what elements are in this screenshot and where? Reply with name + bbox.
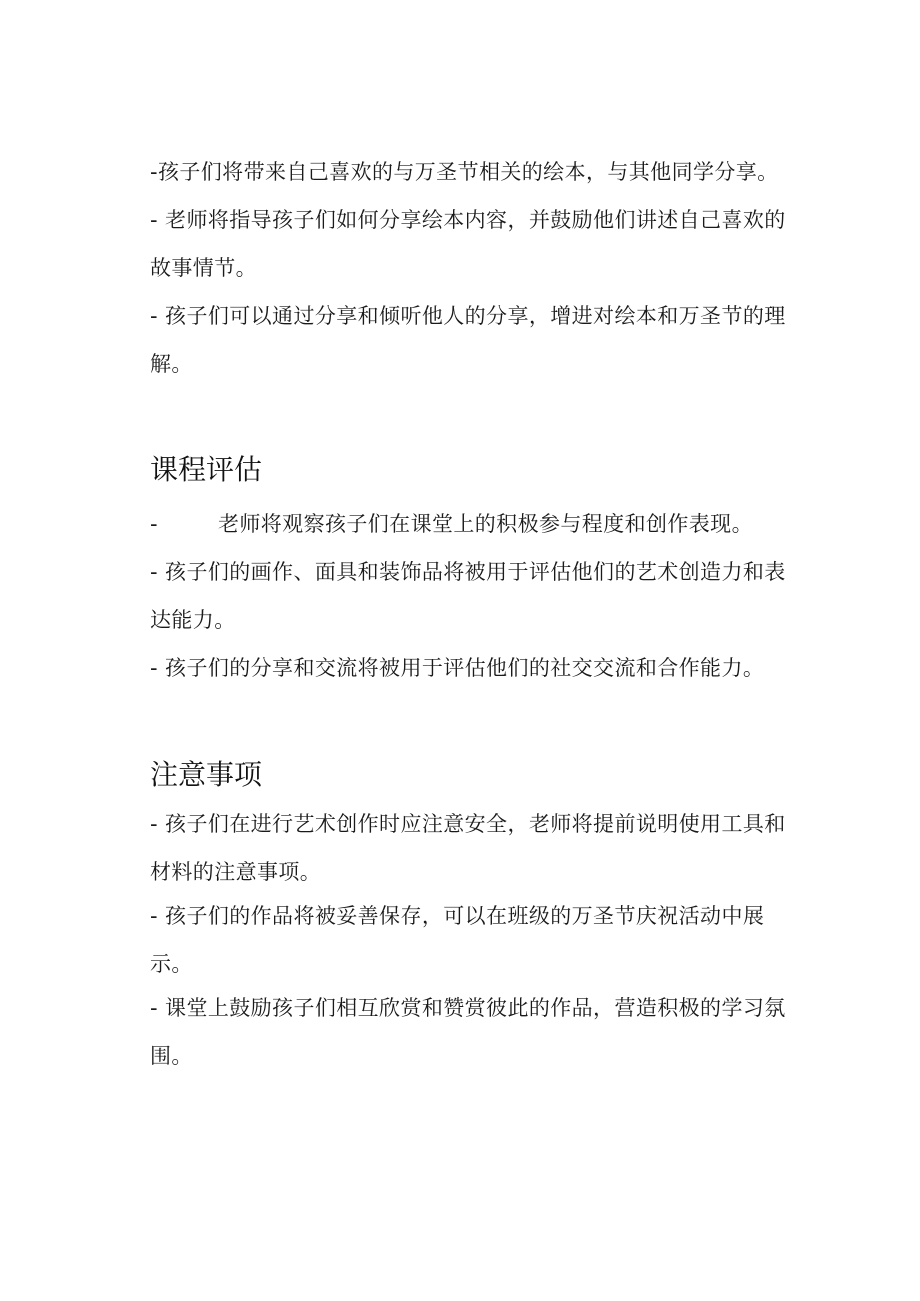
- section-title-evaluation: 课程评估: [150, 453, 263, 486]
- activity-paragraph-3: - 孩子们可以通过分享和倾听他人的分享，增进对绘本和万圣节的理解。: [150, 304, 786, 376]
- evaluation-paragraph-1-text: 老师将观察孩子们在课堂上的积极参与程度和创作表现。: [217, 512, 753, 536]
- evaluation-paragraph-1: [150, 500, 802, 548]
- evaluation-paragraph-3: - 孩子们的分享和交流将被用于评估他们的社交交流和合作能力。: [150, 656, 765, 680]
- evaluation-paragraph-2: - 孩子们的画作、面具和装饰品将被用于评估他们的艺术创造力和表达能力。: [150, 560, 786, 632]
- activity-paragraph-1: -孩子们将带来自己喜欢的与万圣节相关的绘本，与其他同学分享。: [150, 160, 779, 184]
- evaluation-paragraph-1-dash: -: [150, 512, 158, 536]
- notes-paragraph-3: - 课堂上鼓励孩子们相互欣赏和赞赏彼此的作品，营造积极的学习氛围。: [150, 996, 786, 1068]
- notes-paragraph-1: - 孩子们在进行艺术创作时应注意安全，老师将提前说明使用工具和材料的注意事项。: [150, 812, 786, 884]
- activity-paragraph-2: - 老师将指导孩子们如何分享绘本内容，并鼓励他们讲述自己喜欢的故事情节。: [150, 208, 786, 280]
- notes-paragraph-2: - 孩子们的作品将被妥善保存，可以在班级的万圣节庆祝活动中展示。: [150, 904, 765, 976]
- section-title-notes: 注意事项: [150, 758, 263, 791]
